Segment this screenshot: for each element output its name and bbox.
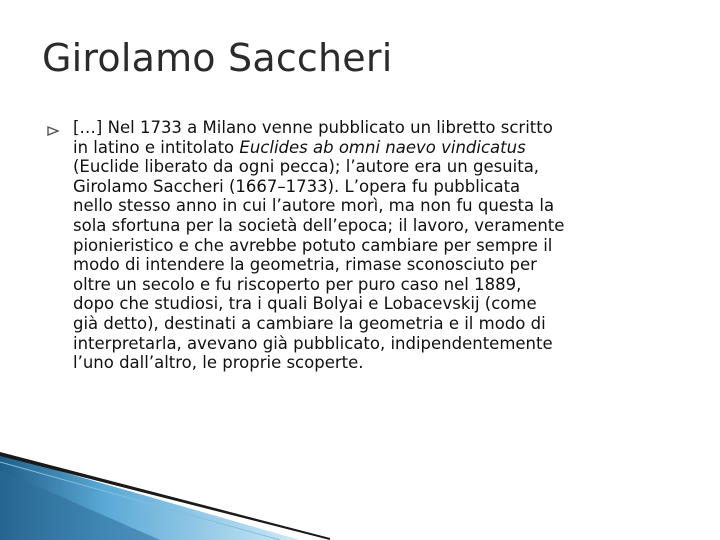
book-title-italic: Euclides ab omni naevo vindicatus: [239, 137, 526, 157]
bullet-paragraph: [73, 118, 687, 373]
slide-content: [47, 118, 687, 373]
bullet-item: [47, 118, 687, 373]
paragraph-text-part1: […] Nel 1733 a Milano venne pubblicato un libretto scritto in latino e intitolato: [73, 118, 553, 157]
slide-title: Girolamo Saccheri: [42, 36, 393, 80]
hollow-triangle-bullet-icon: [47, 126, 59, 136]
decorative-swoosh: [0, 440, 720, 540]
paragraph-text-part2: (Euclide liberato da ogni pecca); l’autore era un gesuita, Girolamo Saccheri (1667–1733). L’opera fu pubblicata nello stesso anno in cui l’autore morì, ma non fu questa la sola sfortuna per la società dell’epoca; il lavoro, veramente pionieristico e che avrebbe potuto cambiare per sempre il modo di intendere la geometria, rimase sconosciuto per oltre un secolo e fu riscoperto per puro caso nel 1889, dopo che studiosi, tra i quali Bolyai e Lobacevskij (come già detto), destinati a cambiare la geometria e il modo di interpretarla, avevano già pubblicato, indipendentemente l’uno dall’altro, le proprie scoperte.: [73, 157, 565, 373]
